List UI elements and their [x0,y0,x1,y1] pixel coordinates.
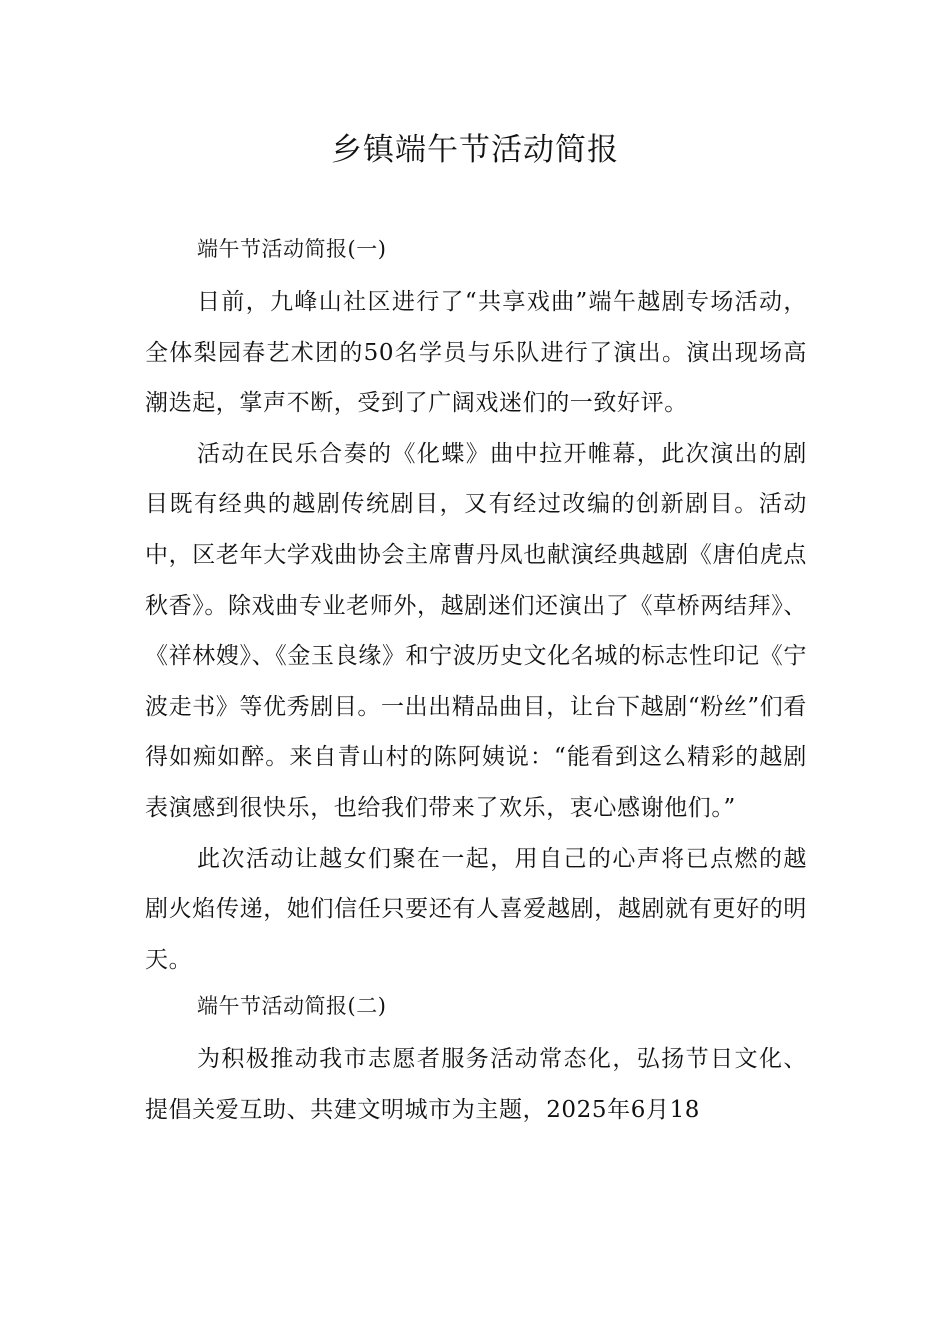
paragraph-1-3: 此次活动让越女们聚在一起，用自己的心声将已点燃的越剧火焰传递，她们信任只要还有人喜爱越剧，越剧就有更好的明天。 [145,845,807,973]
document-body [145,230,807,1136]
document-title: 乡镇端午节活动简报 [331,132,619,168]
paragraph-2-1: 为积极推动我市志愿者服务活动常态化，弘扬节日文化、提倡关爱互助、共建文明城市为主题，2025年6月18 [145,1046,807,1123]
section-heading-1: 端午节活动简报(一) [197,237,387,261]
paragraph-1-2: 活动在民乐合奏的《化蝶》曲中拉开帷幕，此次演出的剧目既有经典的越剧传统剧目，又有经过改编的创新剧目。活动中，区老年大学戏曲协会主席曹丹凤也献演经典越剧《唐伯虎点秋香》。除戏曲专业老师外，越剧迷们还演出了《草桥两结拜》、《祥林嫂》、《金玉良缘》和宁波历史文化名城的标志性印记《宁波走书》等优秀剧目。一出出精品曲目，让台下越剧“粉丝”们看得如痴如醉。来自青山村的陈阿姨说：“能看到这么精彩的越剧表演感到很快乐，也给我们带来了欢乐，衷心感谢他们。” [145,440,807,821]
section-heading-2: 端午节活动简报(二) [197,994,387,1019]
paragraph-1-1: 日前，九峰山社区进行了“共享戏曲”端午越剧专场活动，全体梨园春艺术团的50名学员与乐队进行了演出。演出现场高潮迭起，掌声不断，受到了广阔戏迷们的一致好评。 [145,289,807,417]
